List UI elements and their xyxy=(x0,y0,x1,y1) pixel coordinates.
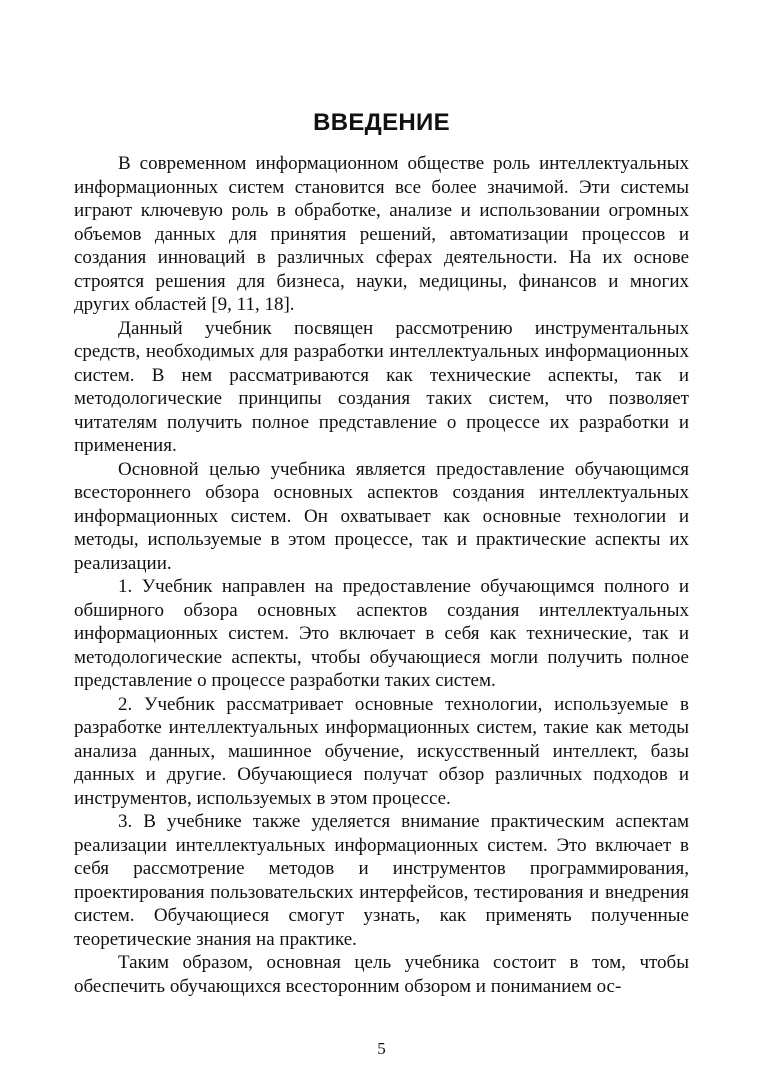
paragraph-point-1: 1. Учебник направлен на предоставление обучающимся полного и обширного обзора основных аспектов создания интеллектуальных информационных систем. Это включает в себя как технические, так и методологические аспекты, чтобы обучающиеся могли получить полное представление о процессе разработки таких систем. xyxy=(74,576,689,691)
page-number: 5 xyxy=(377,1039,386,1058)
paragraph-conclusion: Таким образом, основная цель учебника состоит в том, чтобы обеспечить обучающихся всесторонним обзором и пониманием ос- xyxy=(74,952,689,997)
body-text xyxy=(74,152,689,998)
paragraph-intro: В современном информационном обществе роль интеллектуальных информационных систем становится все более значимой. Эти системы играют ключевую роль в обработке, анализе и использовании огромных объемов данных для принятия решений, автоматизации процессов и создания инноваций в различных сферах деятельности. На их основе строятся решения для бизнеса, науки, медицины, финансов и многих других областей [9, 11, 18]. xyxy=(74,153,689,315)
page-title: ВВЕДЕНИЕ xyxy=(313,109,450,136)
paragraph-point-2: 2. Учебник рассматривает основные технологии, используемые в разработке интеллектуальных информационных систем, такие как методы анализа данных, машинное обучение, искусственный интеллект, базы данных и другие. Обучающиеся получат обзор различных подходов и инструментов, используемых в этом процессе. xyxy=(74,693,689,809)
paragraph-textbook-purpose: Данный учебник посвящен рассмотрению инструментальных средств, необходимых для разработки интеллектуальных информационных систем. В нем рассматриваются как технические аспекты, так и методологические принципы создания таких систем, что позволяет читателям получить полное представление о процессе их разработки и применения. xyxy=(74,317,689,456)
paragraph-main-goal: Основной целью учебника является предоставление обучающимся всестороннего обзора основных аспектов создания интеллектуальных информационных систем. Он охватывает как основные технологии и методы, используемые в этом процессе, так и практические аспекты их реализации. xyxy=(74,458,689,574)
paragraph-point-3: 3. В учебнике также уделяется внимание практическим аспектам реализации интеллектуальных информационных систем. Это включает в себя рассмотрение методов и инструментов программирования, проектирования пользовательских интерфейсов, тестирования и внедрения систем. Обучающиеся смогут узнать, как применять полученные теоретические знания на практике. xyxy=(74,811,689,950)
